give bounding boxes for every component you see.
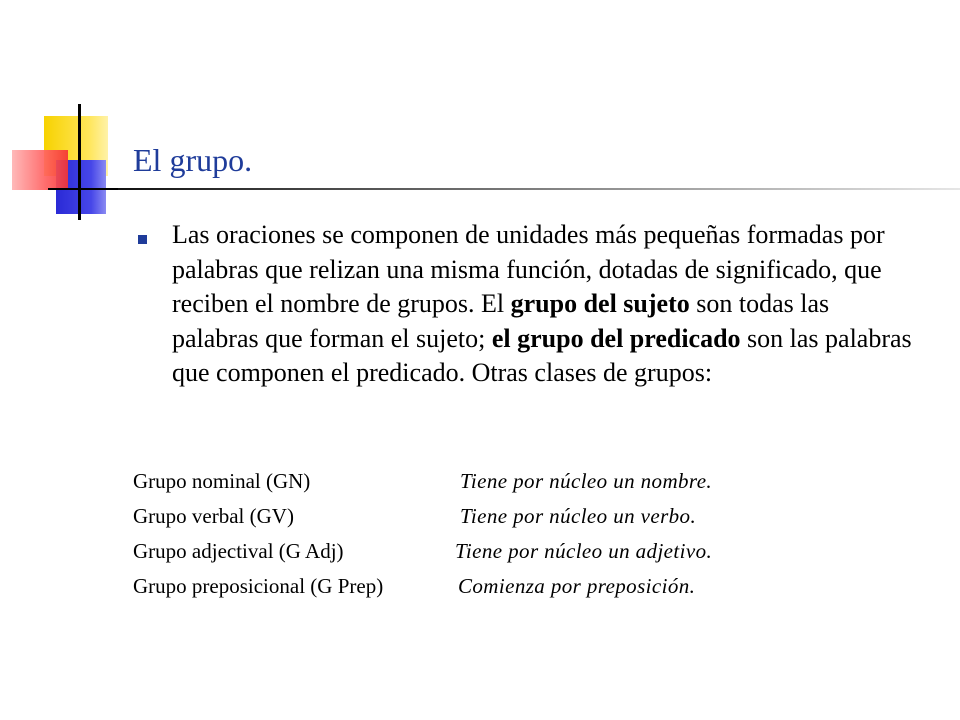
bold-term-grupo-del-predicado: el grupo del predicado [491, 323, 741, 353]
bullet-text-part-2: son todas las palabras que forman el sujeto; [172, 289, 830, 353]
slide-logo-decoration [0, 0, 140, 230]
bold-term-grupo-del-sujeto: grupo del sujeto [510, 289, 690, 318]
group-name: Grupo preposicional (G Prep) [133, 574, 384, 598]
slide-title: El grupo. [133, 142, 253, 178]
title-underline [118, 188, 960, 190]
group-description: Tiene por núcleo un adjetivo. [455, 539, 713, 563]
group-row-nominal [133, 464, 893, 499]
group-name: Grupo adjectival (G Adj) [133, 539, 344, 563]
group-row-verbal [133, 499, 893, 534]
logo-vertical-line [78, 104, 81, 220]
group-description: Comienza por preposición. [458, 574, 696, 598]
group-description: Tiene por núcleo un nombre. [460, 469, 713, 493]
logo-red-square [12, 150, 68, 190]
bullet-text-part-3: son las palabras que componen el predicado. Otras clases de grupos: [172, 323, 912, 387]
logo-horizontal-line [48, 188, 124, 190]
group-description: Tiene por núcleo un verbo. [460, 504, 697, 528]
group-row-adjectival [133, 534, 893, 569]
group-list [133, 464, 893, 604]
square-bullet-icon [138, 235, 147, 244]
bullet-text [172, 218, 912, 391]
group-name: Grupo verbal (GV) [133, 504, 294, 528]
bullet-text-part-1: Las oraciones se componen de unidades más pequeñas formadas por palabras que relizan una misma función, dotadas de significado, que reciben el nombre de grupos. El [172, 220, 885, 318]
group-name: Grupo nominal (GN) [133, 469, 311, 493]
group-row-preposicional [133, 569, 893, 604]
